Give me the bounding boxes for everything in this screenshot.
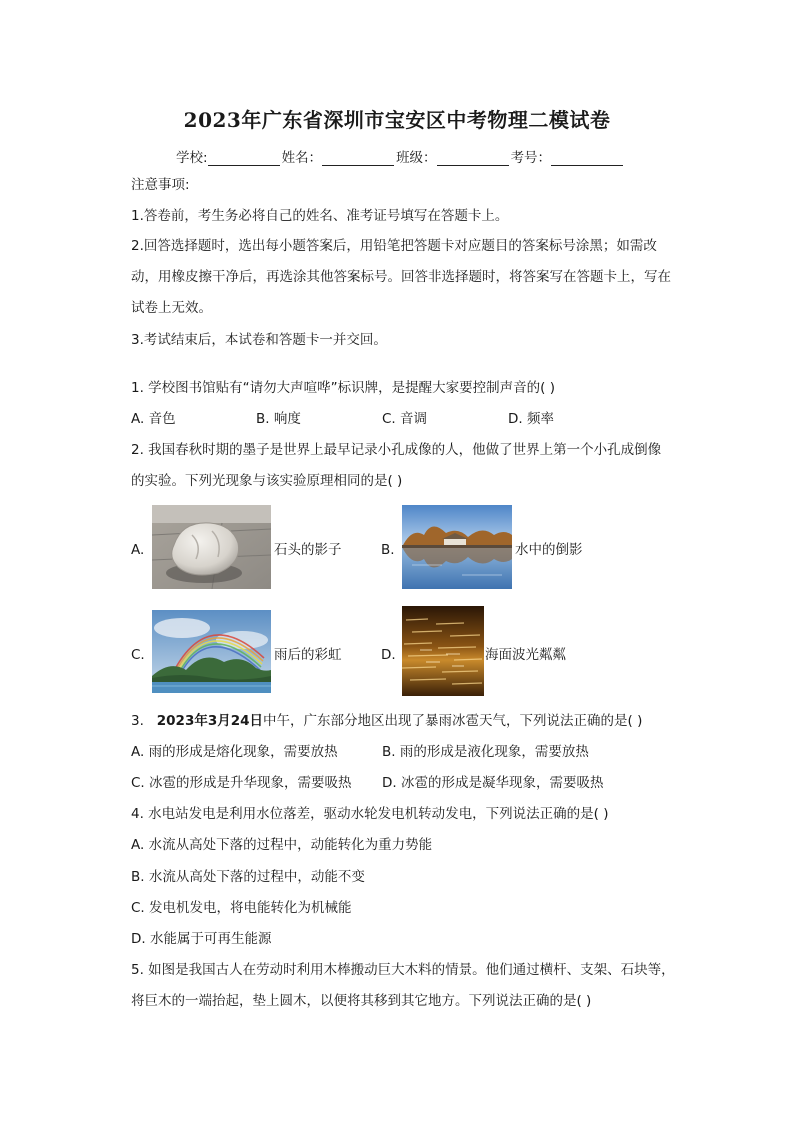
q4-stem: 4. 水电站发电是利用水位落差，驱动水轮发电机转动发电，下列说法正确的是( )	[131, 806, 609, 822]
q2-option-b-label[interactable]: B.	[381, 542, 395, 558]
school-label: 学校:	[176, 150, 208, 166]
class-label: 班级：	[396, 150, 437, 166]
stone-shadow-photo	[152, 505, 271, 589]
name-label: 姓名：	[281, 150, 323, 166]
q1-option-b[interactable]: B. 响度	[256, 411, 301, 427]
q3-option-d[interactable]: D. 冰雹的形成是凝华现象，需要吸热	[382, 775, 604, 791]
q2-stem-line2: 的实验。下列光现象与该实验原理相同的是( )	[131, 473, 403, 489]
q4-option-d[interactable]: D. 水能属于可再生能源	[131, 931, 272, 947]
q2-option-d-text: 海面波光粼粼	[485, 647, 566, 663]
glittering-sea-photo	[402, 606, 484, 696]
q3-stem	[131, 712, 642, 730]
student-info-row	[176, 146, 625, 166]
exam-number-blank[interactable]	[551, 151, 623, 166]
water-reflection-photo	[402, 505, 512, 589]
rainbow-photo	[152, 610, 271, 693]
q3-option-b[interactable]: B. 雨的形成是液化现象，需要放热	[382, 744, 589, 760]
notice-item-1: 1.答卷前，考生务必将自己的姓名、准考证号填写在答题卡上。	[131, 208, 509, 224]
q1-option-d[interactable]: D. 频率	[508, 411, 554, 427]
q5-stem-line2: 将巨木的一端抬起，垫上圆木，以便将其移到其它地方。下列说法正确的是( )	[131, 993, 592, 1009]
q3-number: 3.	[131, 713, 144, 729]
notice-heading: 注意事项:	[131, 177, 190, 193]
q2-option-b-text: 水中的倒影	[515, 542, 583, 558]
q2-option-c-label[interactable]: C.	[131, 647, 145, 663]
exam-number-label: 考号：	[510, 150, 552, 166]
q2-option-c-text: 雨后的彩虹	[274, 647, 342, 663]
q3-stem-rest: 中午，广东部分地区出现了暴雨冰雹天气，下列说法正确的是( )	[263, 713, 643, 729]
q2-option-a-text: 石头的影子	[274, 542, 342, 558]
q3-date: 2023年3月24日	[156, 713, 264, 729]
q2-option-d-label[interactable]: D.	[381, 647, 396, 663]
q1-option-c[interactable]: C. 音调	[382, 411, 428, 427]
q4-option-c[interactable]: C. 发电机发电，将电能转化为机械能	[131, 900, 352, 916]
notice-item-2: 2.回答选择题时，选出每小题答案后，用铅笔把答题卡对应题目的答案标号涂黑；如需改动，用橡皮擦干净后，再选涂其他答案标号。回答非选择题时，将答案写在答题卡上，写在试卷上无效。	[131, 238, 671, 316]
name-blank[interactable]	[322, 151, 394, 166]
q4-option-b[interactable]: B. 水流从高处下落的过程中，动能不变	[131, 869, 365, 885]
page-title: 2023年广东省深圳市宝安区中考物理二模试卷	[183, 108, 611, 132]
school-blank[interactable]	[208, 151, 280, 166]
q4-option-a[interactable]: A. 水流从高处下落的过程中，动能转化为重力势能	[131, 837, 433, 853]
q3-option-c[interactable]: C. 冰雹的形成是升华现象，需要吸热	[131, 775, 352, 791]
q2-stem-line1: 2. 我国春秋时期的墨子是世界上最早记录小孔成像的人，他做了世界上第一个小孔成倒像	[131, 442, 662, 458]
notice-item-3: 3.考试结束后，本试卷和答题卡一并交回。	[131, 332, 387, 348]
q2-option-a-label[interactable]: A.	[131, 542, 145, 558]
q3-option-a[interactable]: A. 雨的形成是熔化现象，需要放热	[131, 744, 338, 760]
q5-stem-line1: 5. 如图是我国古人在劳动时利用木棒搬动巨大木料的情景。他们通过横杆、支架、石块等，	[131, 962, 675, 978]
q1-option-a[interactable]: A. 音色	[131, 411, 176, 427]
class-blank[interactable]	[437, 151, 509, 166]
q1-stem: 1. 学校图书馆贴有“请勿大声喧哗”标识牌，是提醒大家要控制声音的( )	[131, 380, 555, 396]
